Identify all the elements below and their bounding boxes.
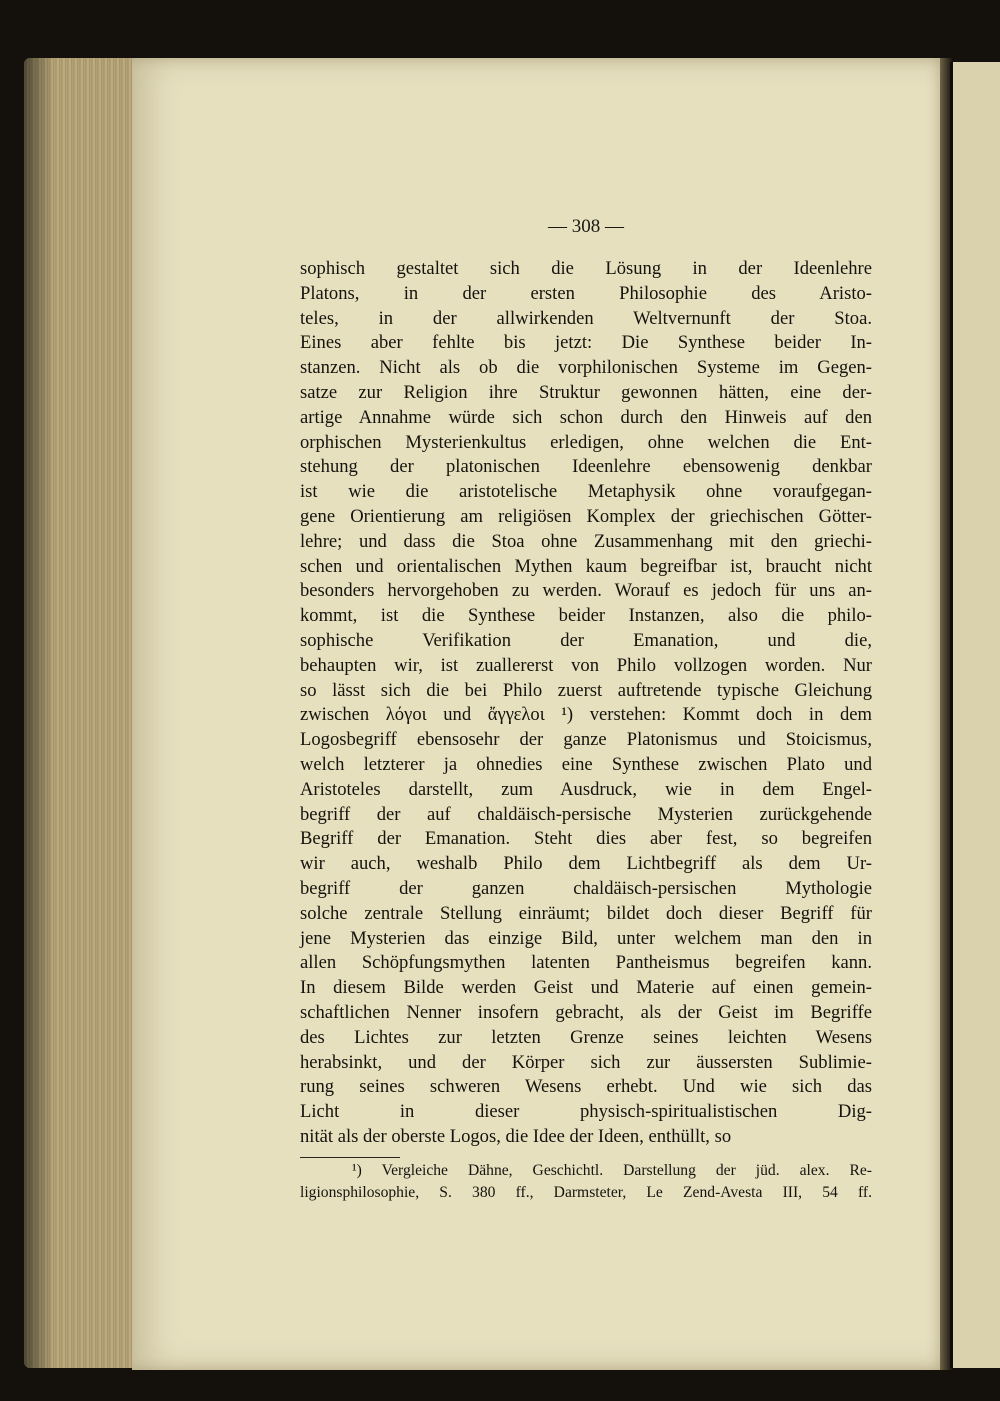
page-number: — 308 — [548,216,624,237]
text-line: so lässt sich die bei Philo zuerst auftretende typische Gleichung [300,679,872,701]
text-line: gene Orientierung am religiösen Komplex der griechischen Götter- [300,505,872,527]
footnotes [300,1160,872,1204]
text-line: begriff der auf chaldäisch-persische Mysterien zurückgehende [300,803,872,825]
text-line: satze zur Religion ihre Struktur gewonnen hätten, eine der- [300,381,872,403]
text-line: Licht in dieser physisch-spiritualistischen Dig- [300,1101,872,1123]
body-text [300,257,872,1150]
text-line: solche zentrale Stellung einräumt; bildet doch dieser Begriff für [300,902,872,924]
text-line: In diesem Bilde werden Geist und Materie auf einen gemein- [300,977,872,999]
text-line: jene Mysterien das einzige Bild, unter welchem man den in [300,927,872,949]
text-line: begriff der ganzen chaldäisch-persischen Mythologie [300,877,872,899]
text-line: artige Annahme würde sich schon durch den Hinweis auf den [300,406,872,428]
facing-page-edge [950,62,1000,1368]
text-line: teles, in der allwirkenden Weltvernunft der Stoa. [300,307,872,329]
text-line: stanzen. Nicht als ob die vorphilonischen Systeme im Gegen- [300,357,872,379]
text-line: besonders hervorgehoben zu werden. Worauf es jedoch für uns an- [300,580,872,602]
text-line: allen Schöpfungsmythen latenten Pantheismus begreifen kann. [300,952,872,974]
text-line: herabsinkt, und der Körper sich zur äussersten Sublimie- [300,1051,872,1073]
text-line: schen und orientalischen Mythen kaum begreifbar ist, braucht nicht [300,555,872,577]
text-line: rung seines schweren Wesens erhebt. Und wie sich das [300,1076,872,1098]
text-line: wir auch, weshalb Philo dem Lichtbegriff als dem Ur- [300,853,872,875]
text-line: Aristoteles darstellt, zum Ausdruck, wie in dem Engel- [300,778,872,800]
text-line: schaftlichen Nenner insofern gebracht, als der Geist im Begriffe [300,1001,872,1023]
book-edge-shadow [24,58,54,1368]
text-line: stehung der platonischen Ideenlehre ebensowenig denkbar [300,456,872,478]
text-line: behaupten wir, ist zuallererst von Philo vollzogen worden. Nur [300,654,872,676]
text-line: lehre; und dass die Stoa ohne Zusammenhang mit den griechi- [300,530,872,552]
footnote-line: ¹) Vergleiche Dähne, Geschichtl. Darstellung der jüd. alex. Re- [352,1162,872,1179]
text-line: Logosbegriff ebensosehr der ganze Platonismus und Stoicismus, [300,729,872,751]
text-line: ist wie die aristotelische Metaphysik ohne voraufgegan- [300,481,872,503]
text-line: sophisch gestaltet sich die Lösung in der Ideenlehre [300,258,872,279]
text-line: welch letzterer ja ohnedies eine Synthese zwischen Plato und [300,753,872,775]
text-line: des Lichtes zur letzten Grenze seines leichten Wesens [300,1026,872,1048]
text-line: Eines aber fehlte bis jetzt: Die Synthese beider In- [300,332,872,354]
text-line: orphischen Mysterienkultus erledigen, ohne welchen die Ent- [300,431,872,453]
footnote-line: ligionsphilosophie, S. 380 ff., Darmsteter, Le Zend-Avesta III, 54 ff. [300,1184,872,1201]
footnote-divider [300,1157,400,1158]
text-line: sophische Verifikation der Emanation, und die, [300,629,872,651]
text-line: Begriff der Emanation. Steht dies aber fest, so begreifen [300,828,872,850]
text-line: nität als der oberste Logos, die Idee der Ideen, enthüllt, so [300,1125,732,1147]
text-line: zwischen λόγοι und ἄγγελοι ¹) verstehen: Kommt doch in dem [300,704,872,726]
text-line: Platons, in der ersten Philosophie des Aristo- [300,282,872,304]
text-line: kommt, ist die Synthese beider Instanzen, also die philo- [300,605,872,627]
